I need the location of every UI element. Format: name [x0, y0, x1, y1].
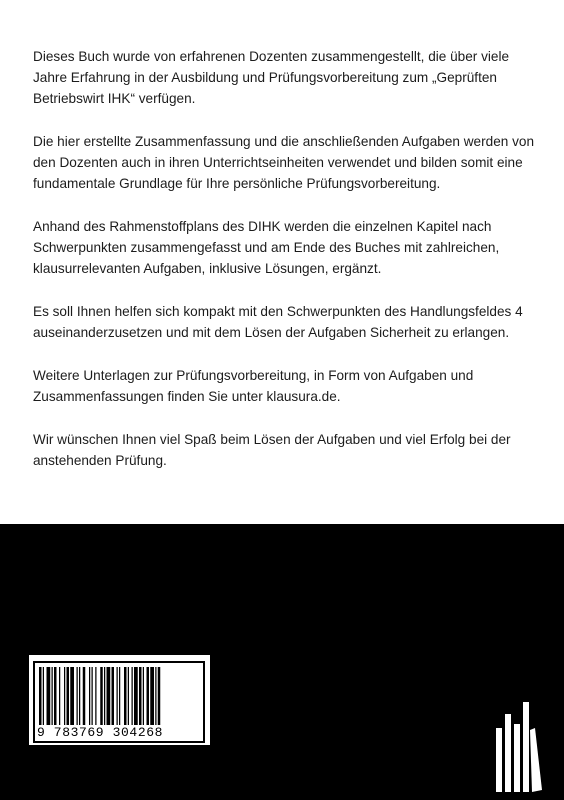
publisher-logo-icon [492, 700, 544, 792]
paragraph-purpose: Es soll Ihnen helfen sich kompakt mit den Schwerpunkten des Handlungsfeldes 4 auseinanderzusetzen und mit dem Lösen der Aufgaben Sicherheit zu erlangen. [33, 304, 523, 340]
barcode-number: 9 783769 304268 [37, 725, 201, 740]
paragraph-structure: Anhand des Rahmenstoffplans des DIHK werden die einzelnen Kapitel nach Schwerpunkten zusammengefasst und am Ende des Buches mit zahlreichen, klausurrelevanten Aufgaben, inklusive Lösungen, ergänzt. [33, 219, 500, 276]
paragraph-more-resources: Weitere Unterlagen zur Prüfungsvorbereitung, in Form von Aufgaben und Zusammenfassungen finden Sie unter klausura.de. [33, 368, 474, 404]
barcode-bars [39, 667, 203, 725]
paragraph-intro: Dieses Buch wurde von erfahrenen Dozenten zusammengestellt, die über viele Jahre Erfahrung in der Ausbildung und Prüfungsvorbereitung zum „Geprüften Betriebswirt IHK“ verfügen. [33, 49, 510, 106]
paragraph-closing: Wir wünschen Ihnen viel Spaß beim Lösen der Aufgaben und viel Erfolg bei der anstehenden Prüfung. [33, 432, 511, 468]
paragraph-summary: Die hier erstellte Zusammenfassung und die anschließenden Aufgaben werden von den Dozenten auch in ihren Unterrichtseinheiten verwendet und bilden somit eine fundamentale Grundlage für Ihre persönliche Prüfungsvorbereitung. [33, 134, 535, 191]
isbn-barcode [28, 654, 211, 746]
barcode-frame [33, 661, 205, 743]
back-cover-text [33, 46, 543, 493]
